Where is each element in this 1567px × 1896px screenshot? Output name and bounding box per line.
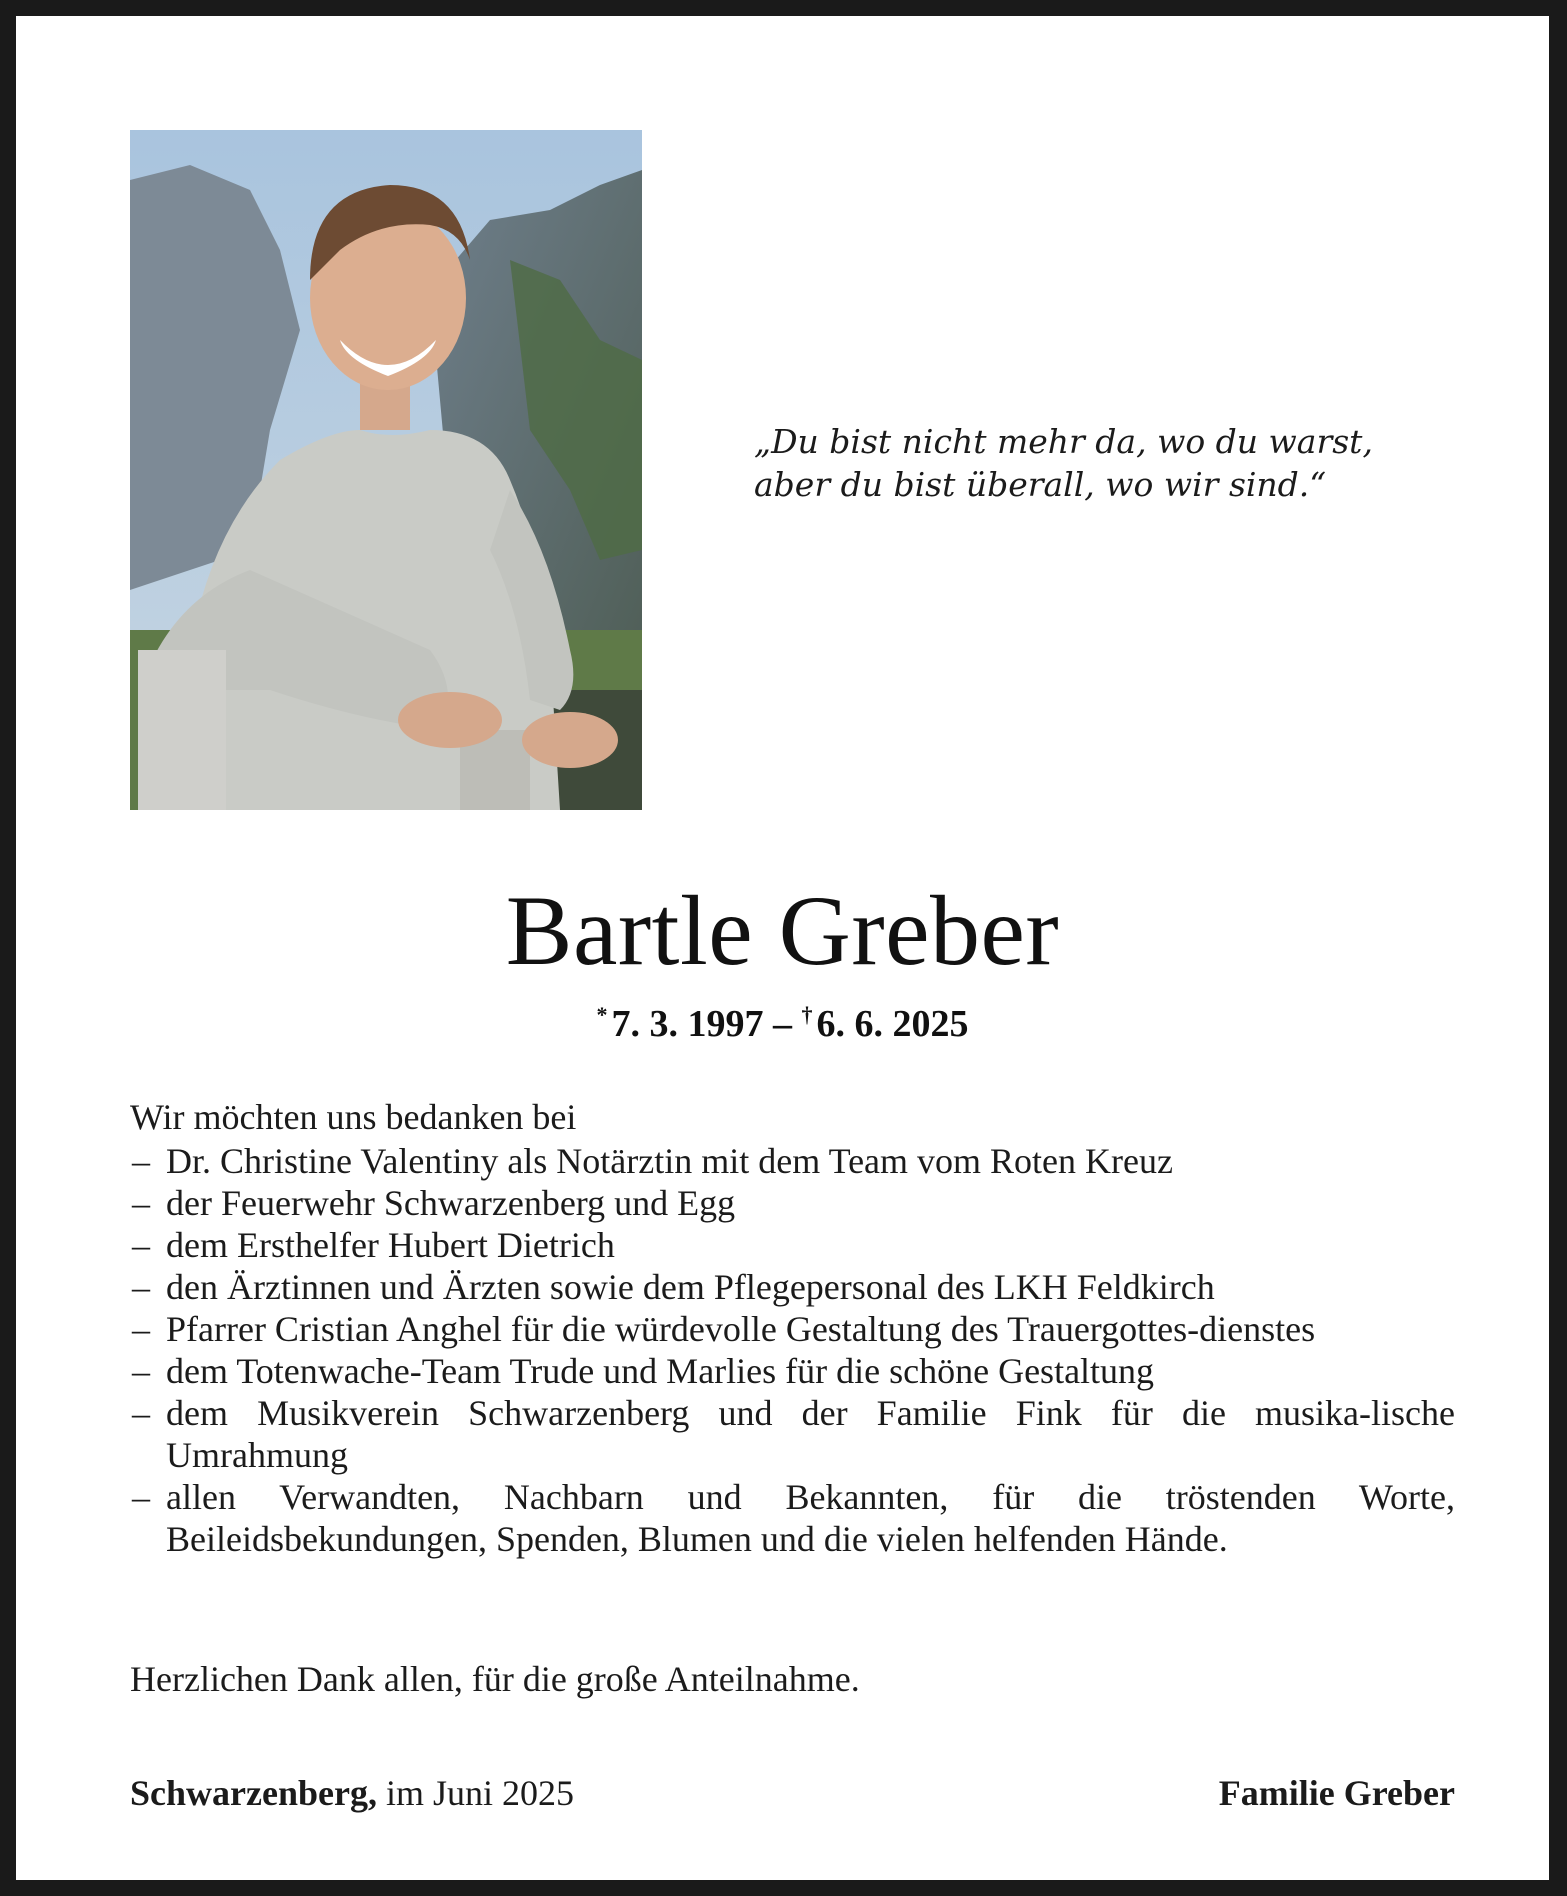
list-item — [130, 1224, 1455, 1266]
portrait-illustration — [130, 130, 642, 810]
list-item-text: der Feuerwehr Schwarzenberg und Egg — [166, 1183, 736, 1223]
memorial-quote — [754, 420, 1474, 506]
list-item-text: dem Totenwache-Team Trude und Marlies für die schöne Gestaltung — [166, 1351, 1155, 1391]
list-dash: – — [132, 1309, 150, 1349]
thanks-list — [130, 1140, 1455, 1560]
death-date: 6. 6. 2025 — [816, 1003, 969, 1045]
birth-symbol: * — [596, 1002, 608, 1027]
quote-line-2: aber du bist überall, wo wir sind.“ — [754, 465, 1327, 504]
list-dash: – — [132, 1477, 150, 1517]
list-item-text: Pfarrer Cristian Anghel für die würdevolle Gestaltung des Trauergottes-dienstes — [166, 1309, 1316, 1349]
list-item-text: allen Verwandten, Nachbarn und Bekannten, für die tröstenden Worte, Beileidsbekundungen, Spenden, Blumen und die vielen helfenden Hände. — [166, 1477, 1455, 1559]
portrait-photo — [130, 130, 642, 810]
thanks-section — [130, 1096, 1455, 1560]
place-and-date — [130, 1772, 574, 1814]
date-separator: – — [763, 1003, 802, 1045]
obituary-card — [16, 16, 1549, 1880]
list-item — [130, 1266, 1455, 1308]
thanks-intro: Wir möchten uns bedanken bei — [130, 1097, 577, 1137]
list-item — [130, 1350, 1455, 1392]
list-dash: – — [132, 1141, 150, 1181]
list-item — [130, 1182, 1455, 1224]
list-dash: – — [132, 1225, 150, 1265]
list-item-text: dem Musikverein Schwarzenberg und der Familie Fink für die musika-lische Umrahmung — [166, 1393, 1455, 1475]
list-dash: – — [132, 1351, 150, 1391]
list-item — [130, 1140, 1455, 1182]
quote-line-1: „Du bist nicht mehr da, wo du warst, — [754, 422, 1373, 461]
birth-date: 7. 3. 1997 — [611, 1003, 764, 1045]
list-item-text: Dr. Christine Valentiny als Notärztin mit dem Team vom Roten Kreuz — [166, 1141, 1173, 1181]
date: im Juni 2025 — [376, 1773, 574, 1813]
place: Schwarzenberg, — [130, 1773, 377, 1813]
list-dash: – — [132, 1183, 150, 1223]
family-signature: Familie Greber — [1218, 1773, 1455, 1813]
list-item — [130, 1308, 1455, 1350]
death-symbol: † — [801, 1002, 813, 1027]
life-dates — [16, 993, 1549, 1046]
closing-text: Herzlichen Dank allen, für die große Anteilnahme. — [130, 1659, 860, 1699]
list-item — [130, 1392, 1455, 1476]
list-item — [130, 1476, 1455, 1560]
list-dash: – — [132, 1393, 150, 1433]
deceased-name: Bartle Greber — [505, 875, 1060, 986]
list-item-text: dem Ersthelfer Hubert Dietrich — [166, 1225, 615, 1265]
list-item-text: den Ärztinnen und Ärzten sowie dem Pflegepersonal des LKH Feldkirch — [166, 1267, 1215, 1307]
list-dash: – — [132, 1267, 150, 1307]
